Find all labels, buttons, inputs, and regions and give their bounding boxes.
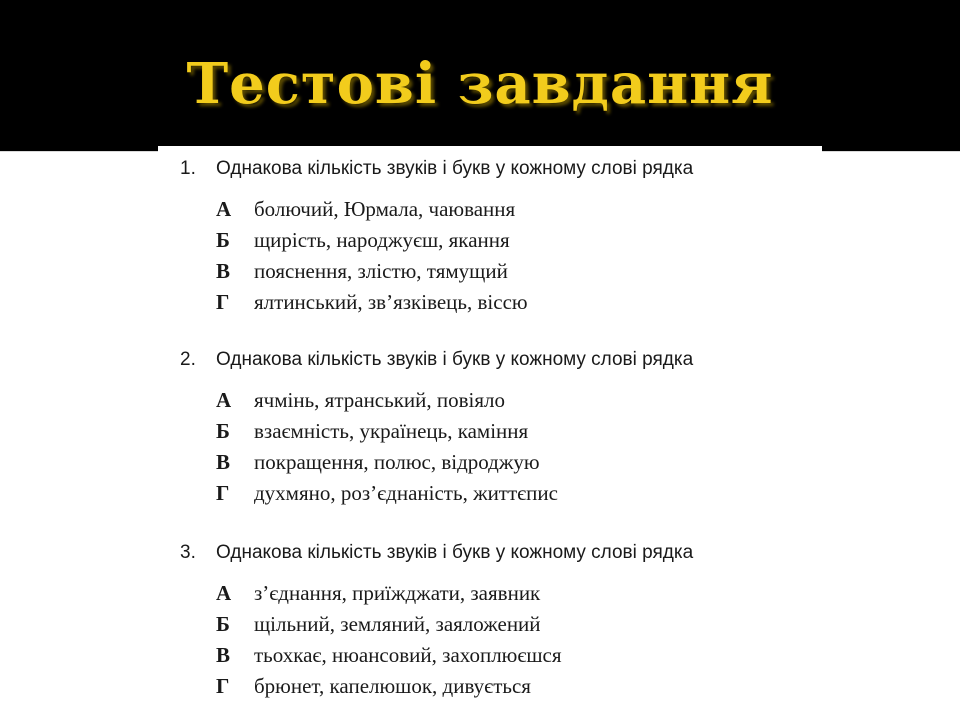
option-letter: В xyxy=(216,450,231,474)
option-b xyxy=(180,225,820,256)
option-a xyxy=(180,385,820,416)
question-text: Однакова кількість звуків і букв у кожному слові рядка xyxy=(216,158,694,179)
option-text: щільний, земляний, заяложений xyxy=(254,612,541,636)
option-letter: В xyxy=(216,643,231,667)
option-v xyxy=(180,640,820,671)
option-letter: Б xyxy=(216,419,230,443)
question-heading xyxy=(180,347,820,373)
slide-title: Тестові завдання xyxy=(186,51,774,117)
option-text: покращення, полюс, відроджую xyxy=(254,450,540,474)
option-a xyxy=(180,194,820,225)
option-letter: В xyxy=(216,259,231,283)
option-text: взаємність, українець, каміння xyxy=(254,419,529,443)
option-text: пояснення, злістю, тямущий xyxy=(254,259,508,283)
question-number: 1. xyxy=(180,158,196,179)
question-text: Однакова кількість звуків і букв у кожному слові рядка xyxy=(216,542,694,563)
option-v xyxy=(180,256,820,287)
option-text: з’єднання, приїжджати, заявник xyxy=(254,581,541,605)
option-text: ячмінь, ятранський, повіяло xyxy=(254,388,506,412)
option-b xyxy=(180,609,820,640)
option-h xyxy=(180,478,820,509)
option-letter: Б xyxy=(216,612,230,636)
question-3 xyxy=(180,540,820,702)
answer-options xyxy=(180,385,820,509)
answer-options xyxy=(180,578,820,702)
question-heading xyxy=(180,156,820,182)
option-h xyxy=(180,671,820,702)
option-text: тьохкає, нюансовий, захоплюєшся xyxy=(254,643,562,667)
question-number: 2. xyxy=(180,349,196,370)
option-letter: А xyxy=(216,197,232,221)
question-text: Однакова кількість звуків і букв у кожному слові рядка xyxy=(216,349,694,370)
question-1 xyxy=(180,156,820,318)
question-2 xyxy=(180,347,820,509)
option-letter: А xyxy=(216,388,232,412)
option-text: щирість, народжуєш, якання xyxy=(254,228,510,252)
test-sheet xyxy=(158,146,822,720)
option-h xyxy=(180,287,820,318)
option-text: брюнет, капелюшок, дивується xyxy=(254,674,531,698)
option-v xyxy=(180,447,820,478)
option-letter: Б xyxy=(216,228,230,252)
option-text: болючий, Юрмала, чаювання xyxy=(254,197,516,221)
option-letter: Г xyxy=(216,481,230,505)
question-heading xyxy=(180,540,820,566)
option-letter: А xyxy=(216,581,232,605)
option-letter: Г xyxy=(216,290,230,314)
option-text: ялтинський, зв’язківець, віссю xyxy=(254,290,528,314)
option-letter: Г xyxy=(216,674,230,698)
option-a xyxy=(180,578,820,609)
option-text: духмяно, роз’єднаність, життєпис xyxy=(254,481,558,505)
option-b xyxy=(180,416,820,447)
answer-options xyxy=(180,194,820,318)
question-number: 3. xyxy=(180,542,196,563)
